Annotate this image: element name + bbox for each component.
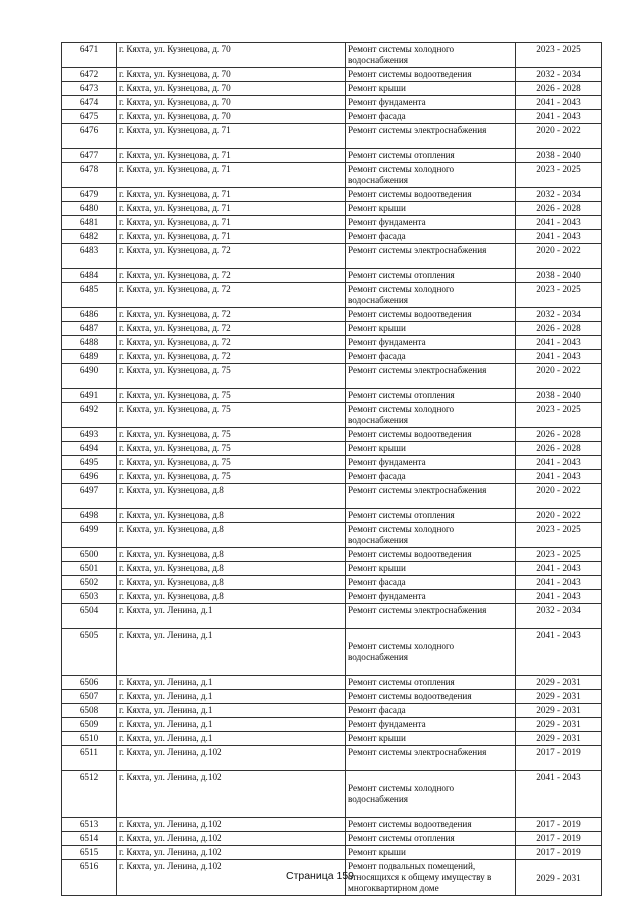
row-address: г. Кяхта, ул. Кузнецова, д. 72: [117, 244, 346, 269]
row-period: 2032 - 2034: [516, 604, 602, 629]
row-address: г. Кяхта, ул. Ленина, д.1: [117, 604, 346, 629]
row-address: г. Кяхта, ул. Кузнецова, д.8: [117, 484, 346, 509]
row-number: 6474: [62, 96, 117, 110]
row-number: 6504: [62, 604, 117, 629]
row-number: 6497: [62, 484, 117, 509]
row-address: г. Кяхта, ул. Кузнецова, д. 75: [117, 428, 346, 442]
row-number: 6471: [62, 43, 117, 68]
table-row: [62, 690, 602, 704]
row-period: 2041 - 2043: [516, 576, 602, 590]
row-period: 2026 - 2028: [516, 82, 602, 96]
row-number: 6510: [62, 732, 117, 746]
row-number: 6507: [62, 690, 117, 704]
row-number: 6512: [62, 771, 117, 818]
row-work-type: Ремонт фасада: [346, 230, 516, 244]
row-address: г. Кяхта, ул. Ленина, д.102: [117, 771, 346, 818]
row-address: г. Кяхта, ул. Кузнецова, д. 71: [117, 202, 346, 216]
table-row: [62, 350, 602, 364]
row-period: 2041 - 2043: [516, 96, 602, 110]
row-address: г. Кяхта, ул. Кузнецова, д. 70: [117, 68, 346, 82]
row-address: г. Кяхта, ул. Кузнецова, д.8: [117, 509, 346, 523]
table-row: [62, 771, 602, 818]
table-row: [62, 202, 602, 216]
table-row: [62, 403, 602, 428]
row-period: 2029 - 2031: [516, 704, 602, 718]
row-work-type: Ремонт системы отопления: [346, 676, 516, 690]
table-row: [62, 629, 602, 676]
row-work-type: Ремонт фундамента: [346, 718, 516, 732]
row-address: г. Кяхта, ул. Кузнецова, д. 71: [117, 163, 346, 188]
row-work-type: Ремонт системы водоотведения: [346, 308, 516, 322]
row-work-type: Ремонт системы отопления: [346, 149, 516, 163]
row-work-type: Ремонт крыши: [346, 846, 516, 860]
row-work-type: Ремонт фундамента: [346, 336, 516, 350]
table-row: [62, 269, 602, 283]
table-row: [62, 163, 602, 188]
row-number: 6479: [62, 188, 117, 202]
row-work-type: Ремонт системы отопления: [346, 832, 516, 846]
row-work-type: Ремонт системы электроснабжения: [346, 124, 516, 149]
row-work-type: Ремонт фасада: [346, 704, 516, 718]
row-number: 6475: [62, 110, 117, 124]
row-period: 2023 - 2025: [516, 163, 602, 188]
row-period: 2032 - 2034: [516, 188, 602, 202]
table-row: [62, 832, 602, 846]
row-address: г. Кяхта, ул. Кузнецова, д.8: [117, 576, 346, 590]
row-work-type: Ремонт фасада: [346, 576, 516, 590]
table-row: [62, 576, 602, 590]
row-work-type: Ремонт системы водоотведения: [346, 690, 516, 704]
row-period: 2020 - 2022: [516, 124, 602, 149]
row-address: г. Кяхта, ул. Кузнецова, д. 70: [117, 43, 346, 68]
row-address: г. Кяхта, ул. Кузнецова, д. 70: [117, 96, 346, 110]
table-row: [62, 149, 602, 163]
row-period: 2041 - 2043: [516, 590, 602, 604]
row-period: 2029 - 2031: [516, 676, 602, 690]
row-period: 2041 - 2043: [516, 456, 602, 470]
row-period: 2029 - 2031: [516, 690, 602, 704]
table-row: [62, 43, 602, 68]
row-number: 6513: [62, 818, 117, 832]
row-period: 2029 - 2031: [516, 732, 602, 746]
row-address: г. Кяхта, ул. Кузнецова, д. 70: [117, 82, 346, 96]
row-address: г. Кяхта, ул. Ленина, д.102: [117, 860, 346, 896]
row-work-type: Ремонт крыши: [346, 322, 516, 336]
table-row: [62, 456, 602, 470]
row-number: 6493: [62, 428, 117, 442]
row-work-type: Ремонт системы холодного водоснабжения: [346, 163, 516, 188]
table-row: [62, 442, 602, 456]
row-period: 2023 - 2025: [516, 403, 602, 428]
row-period: 2041 - 2043: [516, 350, 602, 364]
row-work-type: Ремонт крыши: [346, 202, 516, 216]
row-number: 6477: [62, 149, 117, 163]
row-number: 6478: [62, 163, 117, 188]
table-body: [62, 43, 602, 896]
page-number: Страница 159: [285, 870, 355, 882]
row-work-type: Ремонт системы электроснабжения: [346, 746, 516, 771]
row-number: 6491: [62, 389, 117, 403]
table-row: [62, 96, 602, 110]
row-address: г. Кяхта, ул. Кузнецова, д. 70: [117, 110, 346, 124]
row-period: 2026 - 2028: [516, 428, 602, 442]
row-work-type: Ремонт фасада: [346, 110, 516, 124]
row-address: г. Кяхта, ул. Кузнецова, д. 71: [117, 124, 346, 149]
row-work-type: Ремонт системы холодного водоснабжения: [346, 523, 516, 548]
row-address: г. Кяхта, ул. Ленина, д.102: [117, 832, 346, 846]
row-number: 6489: [62, 350, 117, 364]
table-row: [62, 308, 602, 322]
row-work-type: Ремонт системы отопления: [346, 509, 516, 523]
row-address: г. Кяхта, ул. Кузнецова, д. 71: [117, 188, 346, 202]
row-number: 6500: [62, 548, 117, 562]
row-period: 2038 - 2040: [516, 389, 602, 403]
table-row: [62, 389, 602, 403]
row-address: г. Кяхта, ул. Кузнецова, д. 72: [117, 269, 346, 283]
row-work-type: Ремонт системы холодного водоснабжения: [346, 771, 516, 818]
table-row: [62, 322, 602, 336]
row-number: 6514: [62, 832, 117, 846]
table-row: [62, 230, 602, 244]
row-period: 2038 - 2040: [516, 149, 602, 163]
row-work-type: Ремонт системы водоотведения: [346, 428, 516, 442]
table-row: [62, 470, 602, 484]
table-row: [62, 846, 602, 860]
row-number: 6487: [62, 322, 117, 336]
table-row: [62, 82, 602, 96]
row-address: г. Кяхта, ул. Ленина, д.102: [117, 746, 346, 771]
row-number: 6494: [62, 442, 117, 456]
row-address: г. Кяхта, ул. Кузнецова, д. 75: [117, 364, 346, 389]
row-period: 2020 - 2022: [516, 364, 602, 389]
row-number: 6476: [62, 124, 117, 149]
row-work-type: Ремонт фасада: [346, 470, 516, 484]
row-address: г. Кяхта, ул. Кузнецова, д. 72: [117, 283, 346, 308]
row-work-type: Ремонт системы водоотведения: [346, 68, 516, 82]
row-number: 6498: [62, 509, 117, 523]
table-row: [62, 110, 602, 124]
table-row: [62, 562, 602, 576]
row-work-type: Ремонт системы холодного водоснабжения: [346, 283, 516, 308]
row-work-type: Ремонт системы водоотведения: [346, 818, 516, 832]
row-number: 6499: [62, 523, 117, 548]
row-number: 6484: [62, 269, 117, 283]
row-address: г. Кяхта, ул. Кузнецова, д. 72: [117, 322, 346, 336]
row-work-type: Ремонт фасада: [346, 350, 516, 364]
table-row: [62, 188, 602, 202]
row-period: 2041 - 2043: [516, 230, 602, 244]
row-number: 6508: [62, 704, 117, 718]
row-number: 6481: [62, 216, 117, 230]
table-row: [62, 604, 602, 629]
row-period: 2020 - 2022: [516, 509, 602, 523]
row-period: 2023 - 2025: [516, 43, 602, 68]
row-period: 2020 - 2022: [516, 484, 602, 509]
row-work-type: Ремонт системы холодного водоснабжения: [346, 629, 516, 676]
row-period: 2026 - 2028: [516, 442, 602, 456]
table-row: [62, 523, 602, 548]
table-row: [62, 244, 602, 269]
capital-repair-table: [61, 42, 602, 896]
row-number: 6483: [62, 244, 117, 269]
row-period: 2032 - 2034: [516, 68, 602, 82]
row-period: 2029 - 2031: [516, 860, 602, 896]
row-number: 6495: [62, 456, 117, 470]
row-address: г. Кяхта, ул. Кузнецова, д. 72: [117, 308, 346, 322]
row-number: 6482: [62, 230, 117, 244]
row-number: 6506: [62, 676, 117, 690]
row-address: г. Кяхта, ул. Ленина, д.1: [117, 732, 346, 746]
row-number: 6473: [62, 82, 117, 96]
row-work-type: Ремонт системы отопления: [346, 269, 516, 283]
table-row: [62, 818, 602, 832]
row-work-type: Ремонт крыши: [346, 732, 516, 746]
table-row: [62, 676, 602, 690]
row-work-type: Ремонт системы электроснабжения: [346, 364, 516, 389]
row-period: 2041 - 2043: [516, 336, 602, 350]
row-address: г. Кяхта, ул. Кузнецова, д.8: [117, 548, 346, 562]
table-row: [62, 590, 602, 604]
row-work-type: Ремонт крыши: [346, 82, 516, 96]
row-period: 2023 - 2025: [516, 283, 602, 308]
row-number: 6492: [62, 403, 117, 428]
table-row: [62, 364, 602, 389]
row-address: г. Кяхта, ул. Ленина, д.102: [117, 846, 346, 860]
row-address: г. Кяхта, ул. Кузнецова, д.8: [117, 562, 346, 576]
table-row: [62, 732, 602, 746]
row-period: 2023 - 2025: [516, 523, 602, 548]
row-period: 2017 - 2019: [516, 746, 602, 771]
row-work-type: Ремонт фундамента: [346, 96, 516, 110]
row-number: 6515: [62, 846, 117, 860]
row-number: 6503: [62, 590, 117, 604]
row-address: г. Кяхта, ул. Кузнецова, д. 75: [117, 442, 346, 456]
row-number: 6502: [62, 576, 117, 590]
table-row: [62, 484, 602, 509]
row-work-type: Ремонт крыши: [346, 442, 516, 456]
row-number: 6496: [62, 470, 117, 484]
row-address: г. Кяхта, ул. Кузнецова, д. 72: [117, 350, 346, 364]
row-address: г. Кяхта, ул. Ленина, д.1: [117, 718, 346, 732]
row-address: г. Кяхта, ул. Кузнецова, д. 75: [117, 389, 346, 403]
row-number: 6490: [62, 364, 117, 389]
row-number: 6488: [62, 336, 117, 350]
row-work-type: Ремонт системы электроснабжения: [346, 484, 516, 509]
row-period: 2041 - 2043: [516, 771, 602, 818]
table-row: [62, 746, 602, 771]
row-address: г. Кяхта, ул. Кузнецова, д. 75: [117, 456, 346, 470]
row-address: г. Кяхта, ул. Ленина, д.1: [117, 690, 346, 704]
table-row: [62, 548, 602, 562]
table-row: [62, 336, 602, 350]
row-work-type: Ремонт фундамента: [346, 590, 516, 604]
row-address: г. Кяхта, ул. Кузнецова, д. 72: [117, 336, 346, 350]
table-row: [62, 124, 602, 149]
row-period: 2017 - 2019: [516, 832, 602, 846]
row-work-type: Ремонт фундамента: [346, 216, 516, 230]
row-period: 2029 - 2031: [516, 718, 602, 732]
row-address: г. Кяхта, ул. Ленина, д.102: [117, 818, 346, 832]
table-row: [62, 509, 602, 523]
row-address: г. Кяхта, ул. Кузнецова, д. 75: [117, 470, 346, 484]
row-number: 6472: [62, 68, 117, 82]
row-address: г. Кяхта, ул. Ленина, д.1: [117, 629, 346, 676]
row-work-type: Ремонт системы холодного водоснабжения: [346, 43, 516, 68]
row-number: 6501: [62, 562, 117, 576]
row-address: г. Кяхта, ул. Кузнецова, д. 71: [117, 149, 346, 163]
row-address: г. Кяхта, ул. Кузнецова, д.8: [117, 590, 346, 604]
row-address: г. Кяхта, ул. Ленина, д.1: [117, 676, 346, 690]
row-number: 6486: [62, 308, 117, 322]
table-row: [62, 718, 602, 732]
row-period: 2041 - 2043: [516, 470, 602, 484]
row-period: 2041 - 2043: [516, 629, 602, 676]
row-work-type: Ремонт системы водоотведения: [346, 188, 516, 202]
row-period: 2032 - 2034: [516, 308, 602, 322]
table-row: [62, 216, 602, 230]
row-period: 2041 - 2043: [516, 110, 602, 124]
row-address: г. Кяхта, ул. Ленина, д.1: [117, 704, 346, 718]
row-work-type: Ремонт системы отопления: [346, 389, 516, 403]
row-number: 6505: [62, 629, 117, 676]
row-work-type: Ремонт системы водоотведения: [346, 548, 516, 562]
row-address: г. Кяхта, ул. Кузнецова, д. 71: [117, 216, 346, 230]
row-address: г. Кяхта, ул. Кузнецова, д.8: [117, 523, 346, 548]
row-address: г. Кяхта, ул. Кузнецова, д. 71: [117, 230, 346, 244]
row-number: 6480: [62, 202, 117, 216]
table-row: [62, 428, 602, 442]
table-row: [62, 68, 602, 82]
row-work-type: Ремонт фундамента: [346, 456, 516, 470]
row-period: 2038 - 2040: [516, 269, 602, 283]
row-number: 6509: [62, 718, 117, 732]
row-period: 2017 - 2019: [516, 818, 602, 832]
table-row: [62, 704, 602, 718]
row-work-type: Ремонт крыши: [346, 562, 516, 576]
row-work-type: Ремонт системы электроснабжения: [346, 244, 516, 269]
table-row: [62, 283, 602, 308]
row-period: 2041 - 2043: [516, 562, 602, 576]
row-period: 2023 - 2025: [516, 548, 602, 562]
row-work-type: Ремонт системы электроснабжения: [346, 604, 516, 629]
row-period: 2017 - 2019: [516, 846, 602, 860]
row-work-type: Ремонт подвальных помещений, относящихся к общему имуществу в многоквартирном доме: [346, 860, 516, 896]
row-number: 6485: [62, 283, 117, 308]
row-number: 6516: [62, 860, 117, 896]
row-period: 2026 - 2028: [516, 322, 602, 336]
row-period: 2026 - 2028: [516, 202, 602, 216]
row-period: 2041 - 2043: [516, 216, 602, 230]
row-period: 2020 - 2022: [516, 244, 602, 269]
row-number: 6511: [62, 746, 117, 771]
row-work-type: Ремонт системы холодного водоснабжения: [346, 403, 516, 428]
row-address: г. Кяхта, ул. Кузнецова, д. 75: [117, 403, 346, 428]
